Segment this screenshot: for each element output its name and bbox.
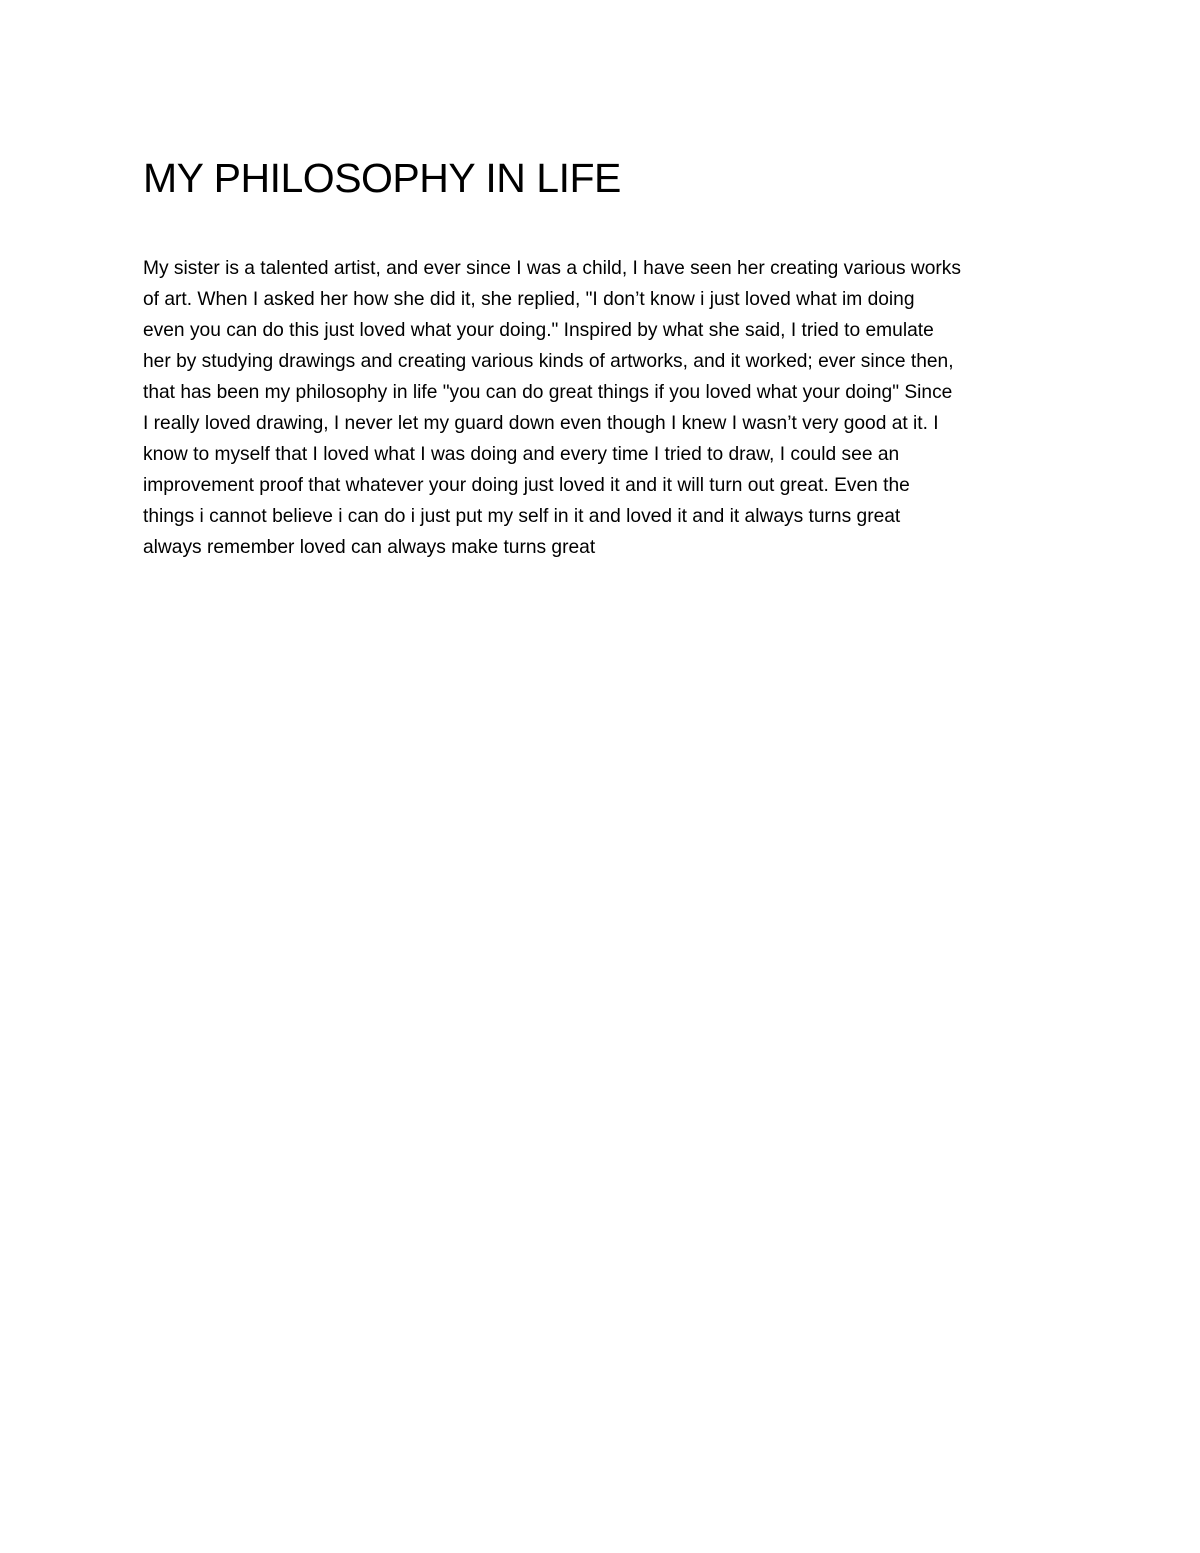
- body-line: her by studying drawings and creating various kinds of artworks, and it worked; ever since then,: [143, 351, 954, 372]
- body-line: of art. When I asked her how she did it, she replied, "I don’t know i just loved what im doing: [143, 289, 915, 310]
- body-line: improvement proof that whatever your doing just loved it and it will turn out great. Even the: [143, 475, 910, 496]
- document-body-paragraph: [143, 253, 1073, 563]
- body-line: that has been my philosophy in life "you can do great things if you loved what your doing" Since: [143, 382, 953, 403]
- body-line: My sister is a talented artist, and ever since I was a child, I have seen her creating various works: [143, 258, 961, 279]
- document-title: MY PHILOSOPHY IN LIFE: [143, 155, 621, 201]
- body-line: know to myself that I loved what I was doing and every time I tried to draw, I could see an: [143, 444, 900, 465]
- body-line: I really loved drawing, I never let my guard down even though I knew I wasn’t very good at it. I: [143, 413, 939, 434]
- body-line: even you can do this just loved what your doing." Inspired by what she said, I tried to emulate: [143, 320, 934, 341]
- body-line: things i cannot believe i can do i just put my self in it and loved it and it always turns great: [143, 506, 901, 527]
- body-line: always remember loved can always make turns great: [143, 537, 596, 558]
